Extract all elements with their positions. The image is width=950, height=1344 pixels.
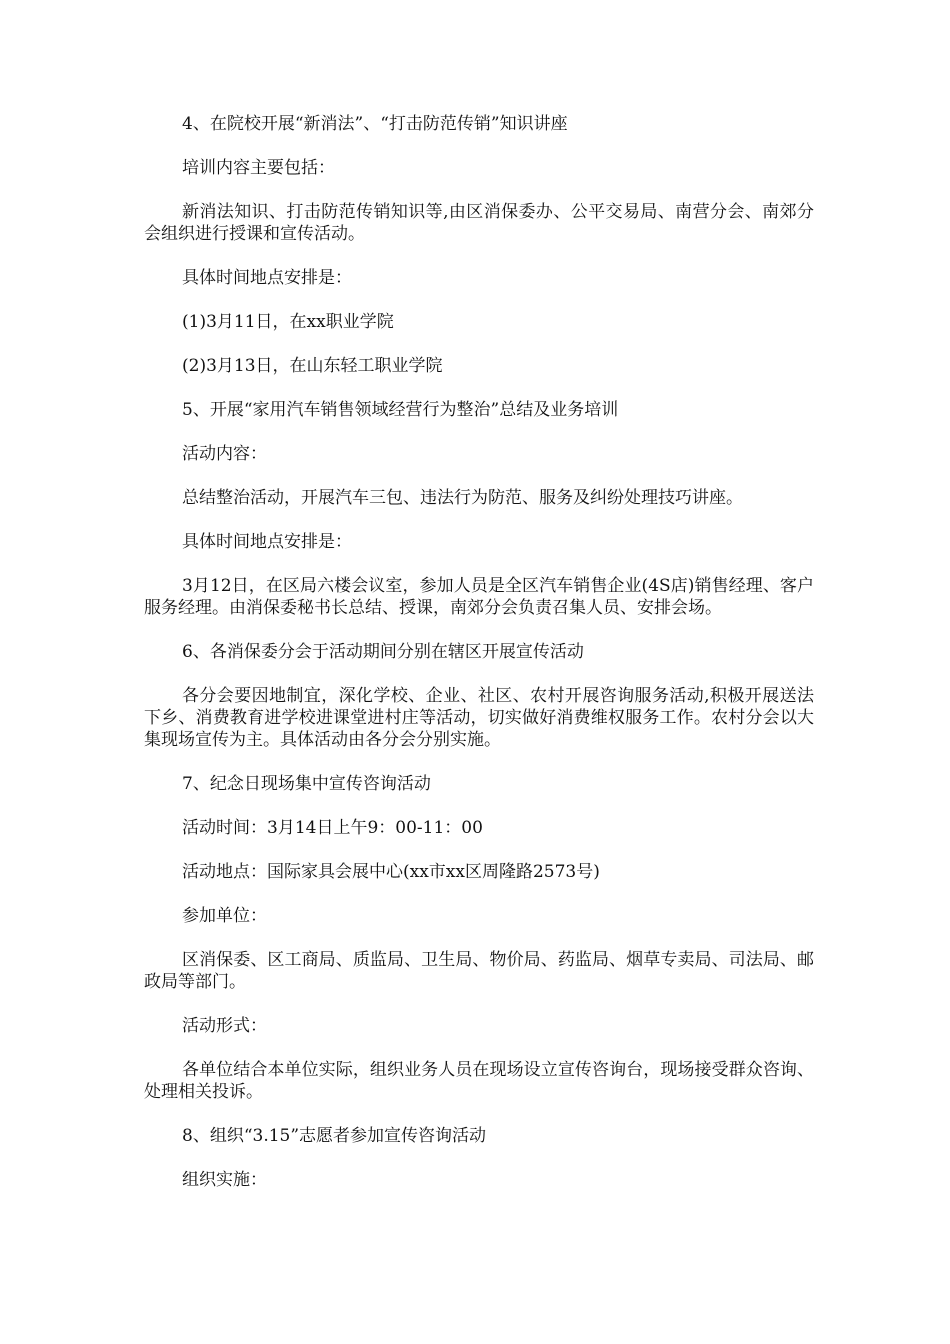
heading-item-7: 7、纪念日现场集中宣传咨询活动	[182, 774, 431, 794]
paragraph: 各单位结合本单位实际，组织业务人员在现场设立宣传咨询台，现场接受群众咨询、处理相关投诉。	[144, 1060, 814, 1102]
heading-item-8: 8、组织“3.15”志愿者参加宣传咨询活动	[182, 1126, 487, 1146]
paragraph: 具体时间地点安排是：	[182, 268, 352, 288]
paragraph: 区消保委、区工商局、质监局、卫生局、物价局、药监局、烟草专卖局、司法局、邮政局等部门。	[144, 950, 814, 992]
heading-item-5: 5、开展“家用汽车销售领域经营行为整治”总结及业务培训	[182, 400, 619, 420]
paragraph: 培训内容主要包括：	[182, 158, 335, 178]
schedule-item: (1)3月11日，在xx职业学院	[182, 312, 394, 332]
paragraph: 总结整治活动，开展汽车三包、违法行为防范、服务及纠纷处理技巧讲座。	[182, 488, 743, 508]
paragraph: 活动内容：	[182, 444, 267, 464]
paragraph: 3月12日，在区局六楼会议室，参加人员是全区汽车销售企业(4S店)销售经理、客户服务经理。由消保委秘书长总结、授课，南郊分会负责召集人员、安排会场。	[144, 576, 814, 618]
paragraph: 组织实施：	[182, 1170, 267, 1190]
paragraph: 各分会要因地制宜，深化学校、企业、社区、农村开展咨询服务活动,积极开展送法下乡、消费教育进学校进课堂进村庄等活动，切实做好消费维权服务工作。农村分会以大集现场宣传为主。具体活动由各分会分别实施。	[144, 686, 814, 750]
paragraph: 活动地点：国际家具会展中心(xx市xx区周隆路2573号)	[182, 862, 600, 882]
paragraph: 新消法知识、打击防范传销知识等,由区消保委办、公平交易局、南营分会、南郊分会组织进行授课和宣传活动。	[144, 202, 814, 244]
heading-item-4: 4、在院校开展“新消法”、“打击防范传销”知识讲座	[182, 114, 568, 134]
paragraph: 参加单位：	[182, 906, 267, 926]
paragraph: 具体时间地点安排是：	[182, 532, 352, 552]
document-body	[144, 113, 814, 1213]
heading-item-6: 6、各消保委分会于活动期间分别在辖区开展宣传活动	[182, 642, 584, 662]
schedule-item: (2)3月13日，在山东轻工职业学院	[182, 356, 443, 376]
paragraph: 活动时间：3月14日上午9：00-11：00	[182, 818, 483, 838]
paragraph: 活动形式：	[182, 1016, 267, 1036]
